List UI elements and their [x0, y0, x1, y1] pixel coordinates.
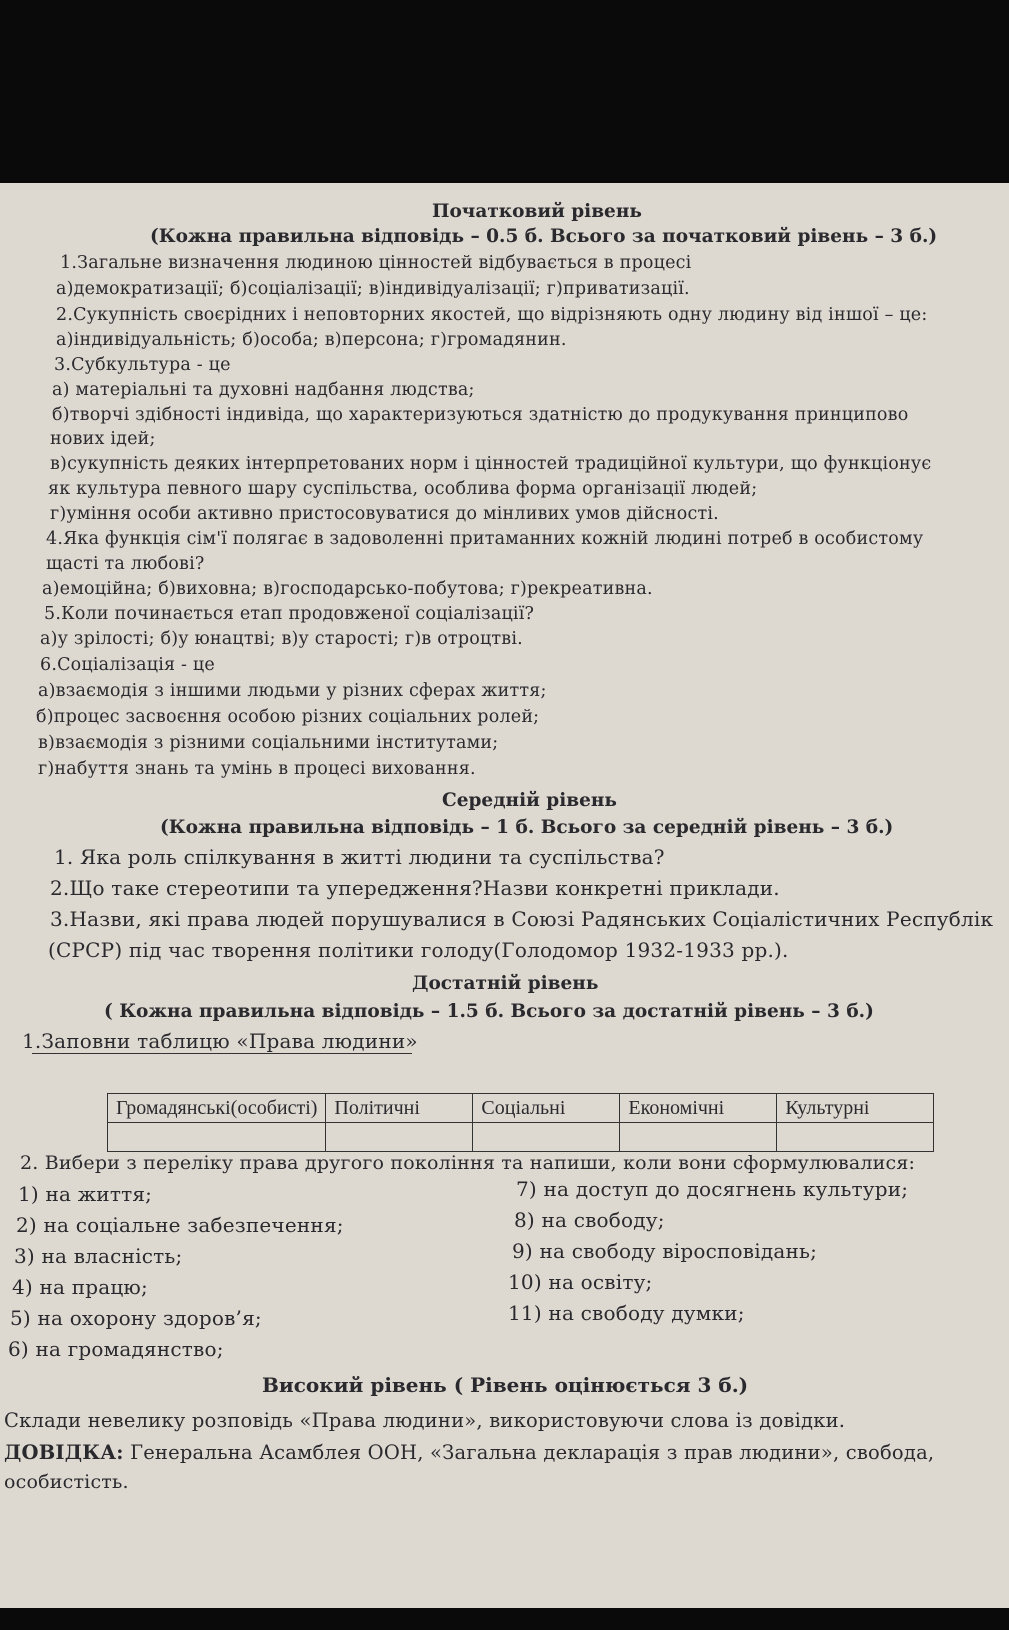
middle-question-3-cont: (СРСР) під час творення політики голоду(Голодомор 1932-1933 рр.). — [48, 938, 789, 962]
table-answer-cell[interactable] — [108, 1123, 326, 1152]
question-3-option-d: г)уміння особи активно пристосовуватися до мінливих умов дійсності. — [50, 504, 719, 524]
question-2-options: а)індивідуальність; б)особа; в)персона; г)громадянин. — [56, 330, 567, 350]
question-4-cont: щасті та любові? — [46, 554, 205, 574]
table-answer-cell[interactable] — [777, 1123, 934, 1152]
sufficient-level-title: Достатній рівень — [412, 973, 599, 994]
question-6-option-c: в)взаємодія з різними соціальними інститутами; — [38, 733, 499, 753]
choose-rights-task: 2. Вибери з переліку права другого покоління та напиши, коли вони сформулювалися: — [20, 1152, 916, 1174]
question-2: 2.Сукупність своєрідних і неповторних якостей, що відрізняють одну людину від іншої – це: — [56, 305, 928, 325]
initial-level-note: (Кожна правильна відповідь – 0.5 б. Всього за початковий рівень – 3 б.) — [150, 226, 938, 247]
rights-list-item: 8) на свободу; — [514, 1208, 665, 1232]
table-answer-cell[interactable] — [326, 1123, 473, 1152]
question-4-options: а)емоційна; б)виховна; в)господарсько-побутова; г)рекреативна. — [42, 579, 653, 599]
table-header-cell: Культурні — [777, 1094, 934, 1123]
middle-question-1: 1. Яка роль спілкування в житті людини та суспільства? — [54, 845, 665, 869]
question-6-option-b: б)процес засвоєння особою різних соціальних ролей; — [36, 707, 540, 727]
rights-list-item: 9) на свободу віросповідань; — [512, 1239, 818, 1263]
question-3: 3.Субкультура - це — [54, 355, 231, 375]
question-6: 6.Соціалізація - це — [40, 655, 215, 675]
rights-list-item: 10) на освіту; — [508, 1270, 653, 1294]
question-3-option-c-cont: як культура певного шару суспільства, особлива форма організації людей; — [48, 479, 758, 499]
rights-list-item: 6) на громадянство; — [8, 1337, 224, 1361]
high-level-task: Склади невелику розповідь «Права людини», використовуючи слова із довідки. — [4, 1409, 846, 1432]
table-answer-cell[interactable] — [620, 1123, 777, 1152]
question-5: 5.Коли починається етап продовженої соціалізації? — [44, 604, 535, 624]
initial-level-title: Початковий рівень — [432, 201, 642, 222]
table-header-cell: Громадянські(особисті) — [108, 1094, 326, 1123]
high-level-title: Високий рівень ( Рівень оцінюється 3 б.) — [262, 1373, 749, 1397]
rights-table — [107, 1093, 934, 1152]
rights-list-item: 7) на доступ до досягнень культури; — [516, 1177, 909, 1201]
middle-level-note: (Кожна правильна відповідь – 1 б. Всього за середній рівень – 3 б.) — [160, 817, 894, 838]
table-header-cell: Політичні — [326, 1094, 473, 1123]
question-1-options: а)демократизації; б)соціалізації; в)індивідуалізації; г)приватизації. — [56, 279, 690, 299]
question-6-option-a: а)взаємодія з іншими людьми у різних сферах життя; — [38, 681, 547, 701]
question-4: 4.Яка функція сім'ї полягає в задоволенні притаманних кожній людині потреб в особистому — [46, 529, 924, 549]
middle-level-title: Середній рівень — [442, 790, 617, 811]
rights-list-item: 3) на власність; — [14, 1244, 183, 1268]
question-1: 1.Загальне визначення людиною цінностей відбувається в процесі — [60, 253, 692, 273]
question-5-options: а)у зрілості; б)у юнацтві; в)у старості; г)в отроцтві. — [40, 629, 523, 649]
rights-list-item: 5) на охорону здоров’я; — [10, 1306, 262, 1330]
task-underline — [32, 1053, 412, 1054]
table-answer-cell[interactable] — [473, 1123, 620, 1152]
table-task: 1.Заповни таблицю «Права людини» — [22, 1029, 418, 1053]
table-header-row — [108, 1094, 934, 1123]
rights-list-item: 11) на свободу думки; — [508, 1301, 745, 1325]
rights-list-item: 4) на працю; — [12, 1275, 148, 1299]
reference-label: ДОВІДКА: — [4, 1441, 124, 1464]
reference-text-cont: особистість. — [4, 1471, 129, 1493]
question-3-option-b-cont: нових ідей; — [50, 429, 156, 449]
table-header-cell: Соціальні — [473, 1094, 620, 1123]
rights-list-item: 2) на соціальне забезпечення; — [16, 1213, 344, 1237]
middle-question-2: 2.Що таке стереотипи та упередження?Назви конкретні приклади. — [50, 876, 780, 900]
reference-text: Генеральна Асамблея ООН, «Загальна декларація з прав людини», свобода, — [123, 1441, 935, 1464]
question-6-option-d: г)набуття знань та умінь в процесі виховання. — [38, 759, 476, 779]
question-3-option-b: б)творчі здібності індивіда, що характеризуються здатністю до продукування принципово — [52, 405, 909, 425]
middle-question-3: 3.Назви, які права людей порушувалися в Союзі Радянських Соціалістичних Республік — [50, 907, 994, 931]
rights-list-item: 1) на життя; — [18, 1182, 153, 1206]
table-answer-row — [108, 1123, 934, 1152]
question-3-option-a: а) матеріальні та духовні надбання людства; — [52, 380, 475, 400]
reference-line — [4, 1441, 934, 1464]
sufficient-level-note: ( Кожна правильна відповідь – 1.5 б. Всього за достатній рівень – 3 б.) — [104, 1001, 874, 1022]
worksheet-page — [0, 183, 1009, 1608]
question-3-option-c: в)сукупність деяких інтерпретованих норм і цінностей традиційної культури, що функціонує — [50, 454, 932, 474]
table-header-cell: Економічні — [620, 1094, 777, 1123]
